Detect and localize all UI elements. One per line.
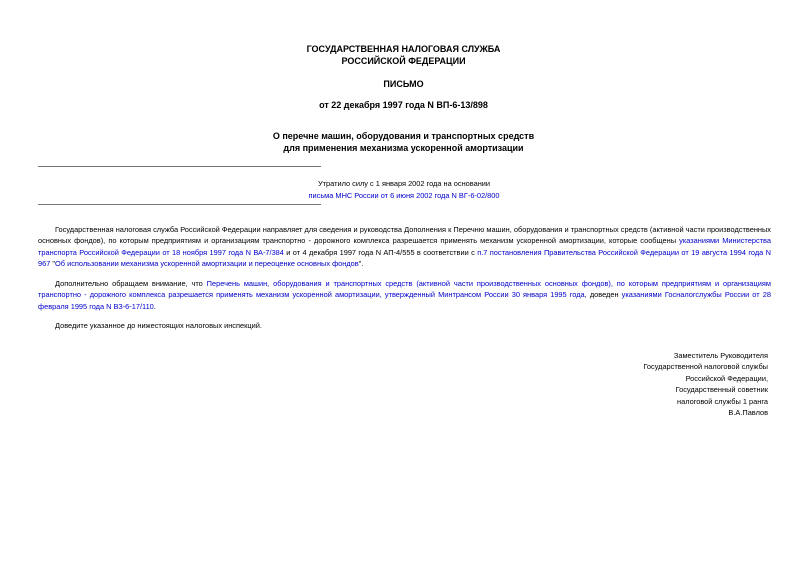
signature-block xyxy=(540,350,768,419)
signatory-name: В.А.Павлов xyxy=(728,408,768,418)
accelerated-amortization-link[interactable]: Об использовании механизма ускоренной амортизации и переоценке основных фондов xyxy=(55,259,359,269)
status-note xyxy=(200,178,608,202)
bottom-divider xyxy=(38,204,321,205)
tax-service-instructions-link[interactable]: указаниями Госналогслужбы России от 28 февраля 1995 года N ВЗ-6-17/110 xyxy=(38,290,771,311)
paragraph-2 xyxy=(38,278,771,312)
status-note-text: Утратило силу с 1 января 2002 года на основании xyxy=(317,179,491,188)
org-name-line2: РОССИЙСКОЙ ФЕДЕРАЦИИ xyxy=(341,55,466,66)
document-type: ПИСЬМО xyxy=(383,79,424,89)
status-note-link[interactable]: письма МНС России от 6 июня 2002 года N ВГ-6-02/800 xyxy=(308,190,500,200)
document-date-number: от 22 декабря 1997 года N ВП-6-13/898 xyxy=(319,100,488,110)
paragraph-1 xyxy=(38,224,771,270)
ministry-instructions-link[interactable]: указаниями Министерства транспорта Российской Федерации от 18 ноября 1997 года N ВА-7/384 xyxy=(38,236,771,257)
signature-line3: Российской Федерации, xyxy=(685,373,768,383)
org-name-line1: ГОСУДАРСТВЕННАЯ НАЛОГОВАЯ СЛУЖБА xyxy=(306,44,501,54)
paragraph-3: Доведите указанное до нижестоящих налоговых инспекций. xyxy=(55,321,262,330)
signature-line4: Государственный советник xyxy=(675,385,768,395)
document-subject xyxy=(0,131,807,154)
subject-line2: для применения механизма ускоренной амортизации xyxy=(283,142,524,153)
signature-line1: Заместитель Руководителя xyxy=(673,351,768,360)
equipment-list-link[interactable]: Перечень машин, оборудования и транспортных средств (активной части производственных основных фондов), по которым предприятиям и организациям транспортно - дорожного комплекса разрешается применять механизм ускоренной амортизации, утвержденный Минтрансом России 30 января 1995 года xyxy=(38,279,771,300)
paragraph-1-text-a: Государственная налоговая служба Российской Федерации направляет для сведения и руководства Дополнения к Перечню машин, оборудования и транспортных средств (активной части производственных основных фондов), по которым предприятиям и организациям транспортно - дорожного комплекса разрешается применять механизм ускоренной амортизации, которые сообщены xyxy=(38,225,771,246)
document-header xyxy=(0,44,807,67)
paragraph-2-text-c: . xyxy=(153,301,156,311)
paragraph-2-text-a: Дополнительно обращаем внимание, что xyxy=(55,279,207,288)
signature-line5: налоговой службы 1 ранга xyxy=(677,396,768,406)
paragraph-1-text-d: ". xyxy=(358,259,364,269)
subject-line1: О перечне машин, оборудования и транспортных средств xyxy=(272,131,535,141)
government-resolution-link[interactable]: п.7 постановления Правительства Российской Федерации от 19 августа 1994 года N 967 xyxy=(38,247,771,269)
paragraph-1-text-b: и от 4 декабря 1997 года N АП-4/555 в соответствии с xyxy=(283,247,478,257)
paragraph-1-text-c: " xyxy=(50,259,56,269)
top-divider xyxy=(38,166,321,167)
signature-line2: Государственной налоговой службы xyxy=(643,362,768,372)
paragraph-2-text-b: , доведен xyxy=(584,290,622,300)
